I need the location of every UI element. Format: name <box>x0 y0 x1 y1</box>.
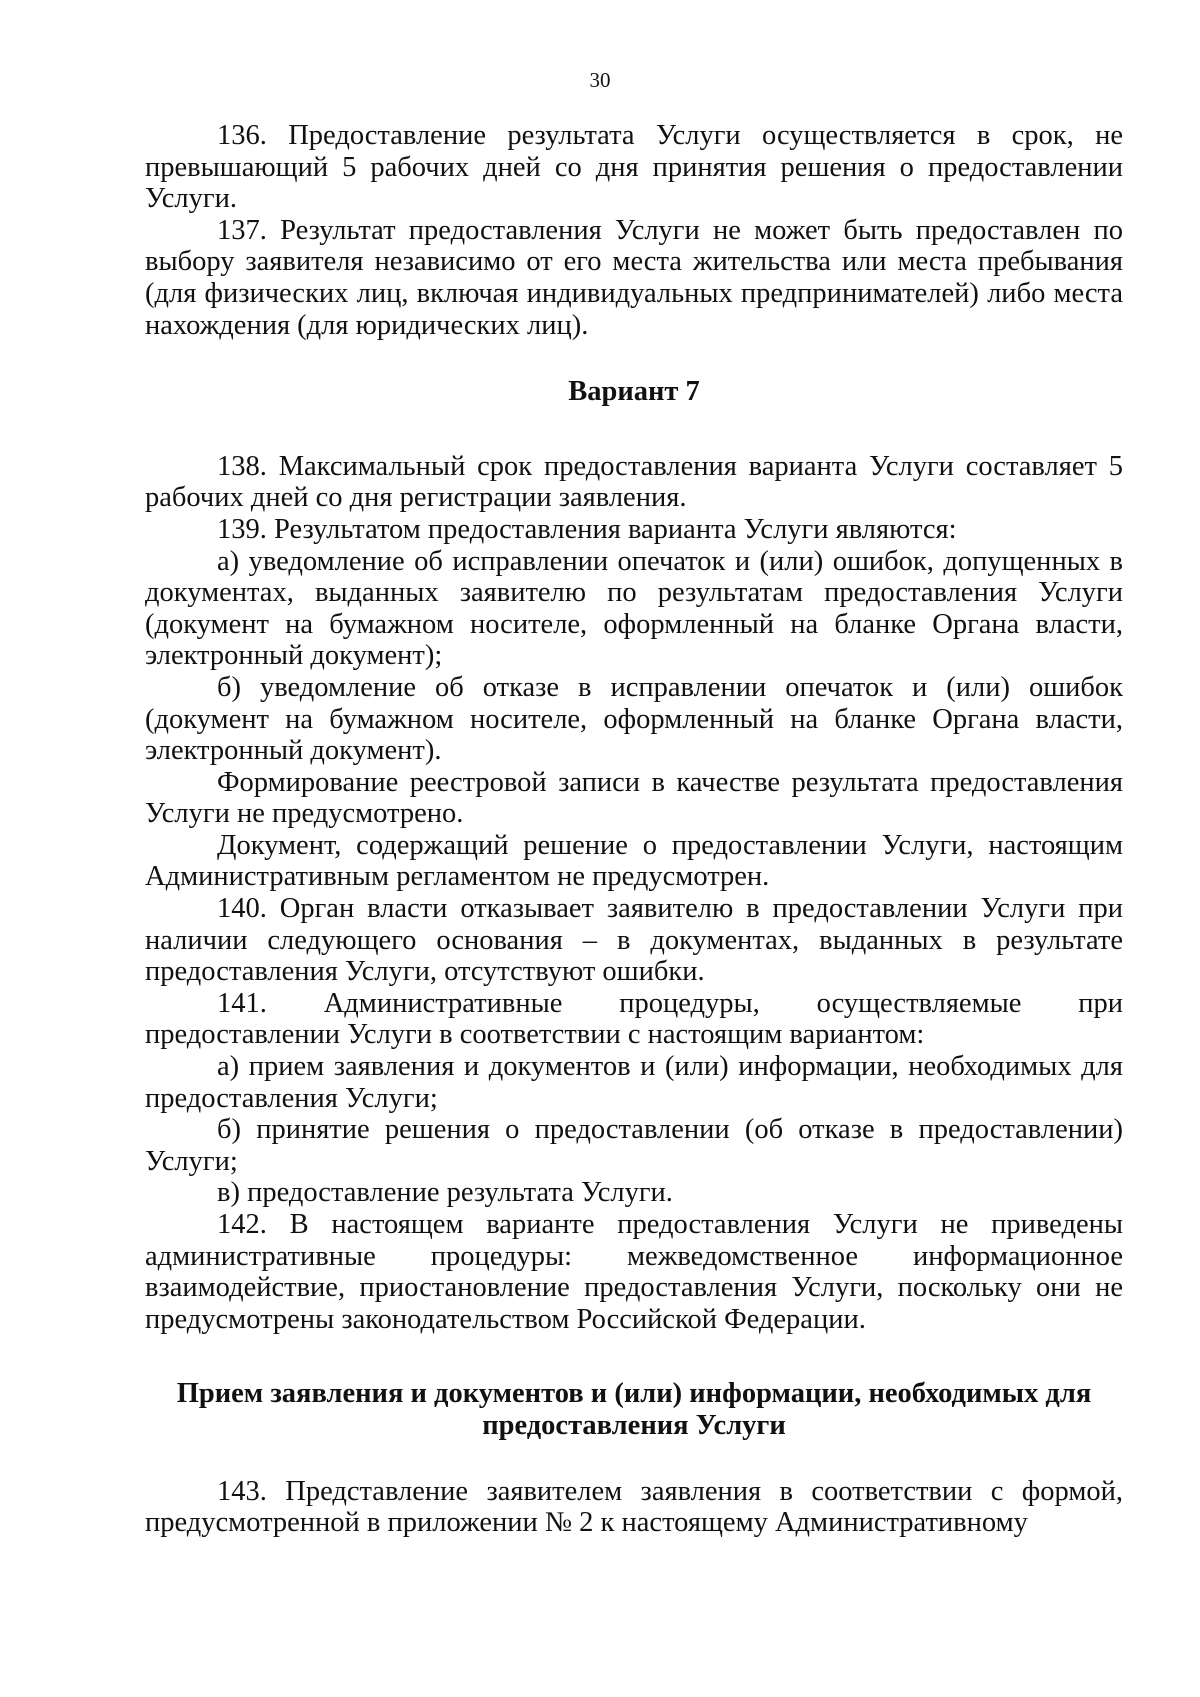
heading-variant-7: Вариант 7 <box>568 376 700 408</box>
paragraph-140: 140. Орган власти отказывает заявителю в предоставлении Услуги при наличии следующего основания – в документах, выданных в результате предоставления Услуги, отсутствуют ошибки. <box>145 893 1123 988</box>
paragraph-142: 142. В настоящем варианте предоставления Услуги не приведены административные процедуры: межведомственное информационное взаимодействие, приостановление предоставления Услуги, поскольку они не предусмотрены законодательством Российской Федерации. <box>145 1209 1123 1335</box>
paragraph-136: 136. Предоставление результата Услуги осуществляется в срок, не превышающий 5 рабочих дней со дня принятия решения о предоставлении Услуги. <box>145 120 1123 215</box>
paragraph-decision-document: Документ, содержащий решение о предоставлении Услуги, настоящим Административным регламентом не предусмотрен. <box>145 829 1123 893</box>
paragraph-141-a: а) прием заявления и документов и (или) информации, необходимых для предоставления Услуги; <box>145 1051 1123 1114</box>
paragraph-137: 137. Результат предоставления Услуги не может быть предоставлен по выбору заявителя независимо от его места жительства или места пребывания (для физических лиц, включая индивидуальных предпринимателей) либо места нахождения (для юридических лиц). <box>145 214 1123 341</box>
paragraph-143: 143. Представление заявителем заявления в соответствии с формой, предусмотренной в приложении № 2 к настоящему Административному <box>145 1475 1123 1539</box>
heading-line-1: Прием заявления и документов и (или) информации, необходимых для <box>176 1378 1092 1410</box>
paragraph-141: 141. Административные процедуры, осуществляемые при предоставлении Услуги в соответствии с настоящим вариантом: <box>145 987 1123 1051</box>
paragraph-registry-record: Формирование реестровой записи в качестве результата предоставления Услуги не предусмотрено. <box>145 766 1123 830</box>
page-number: 30 <box>589 68 611 92</box>
paragraph-139-a: а) уведомление об исправлении опечаток и (или) ошибок, допущенных в документах, выданных заявителю по результатам предоставления Услуги (документ на бумажном носителе, оформленный на бланке Органа власти, электронный документ); <box>145 545 1123 672</box>
heading-application-acceptance <box>145 1378 1123 1441</box>
paragraph-141-b: б) принятие решения о предоставлении (об отказе в предоставлении) Услуги; <box>145 1114 1123 1177</box>
page-content <box>145 120 1123 1539</box>
paragraph-138: 138. Максимальный срок предоставления варианта Услуги составляет 5 рабочих дней со дня регистрации заявления. <box>145 450 1123 514</box>
paragraph-141-v: в) предоставление результата Услуги. <box>217 1177 673 1209</box>
heading-line-2: предоставления Услуги <box>482 1409 786 1441</box>
paragraph-139-b: б) уведомление об отказе в исправлении опечаток и (или) ошибок (документ на бумажном носителе, оформленный на бланке Органа власти, электронный документ). <box>145 671 1123 767</box>
paragraph-139: 139. Результатом предоставления варианта Услуги являются: <box>217 513 957 545</box>
